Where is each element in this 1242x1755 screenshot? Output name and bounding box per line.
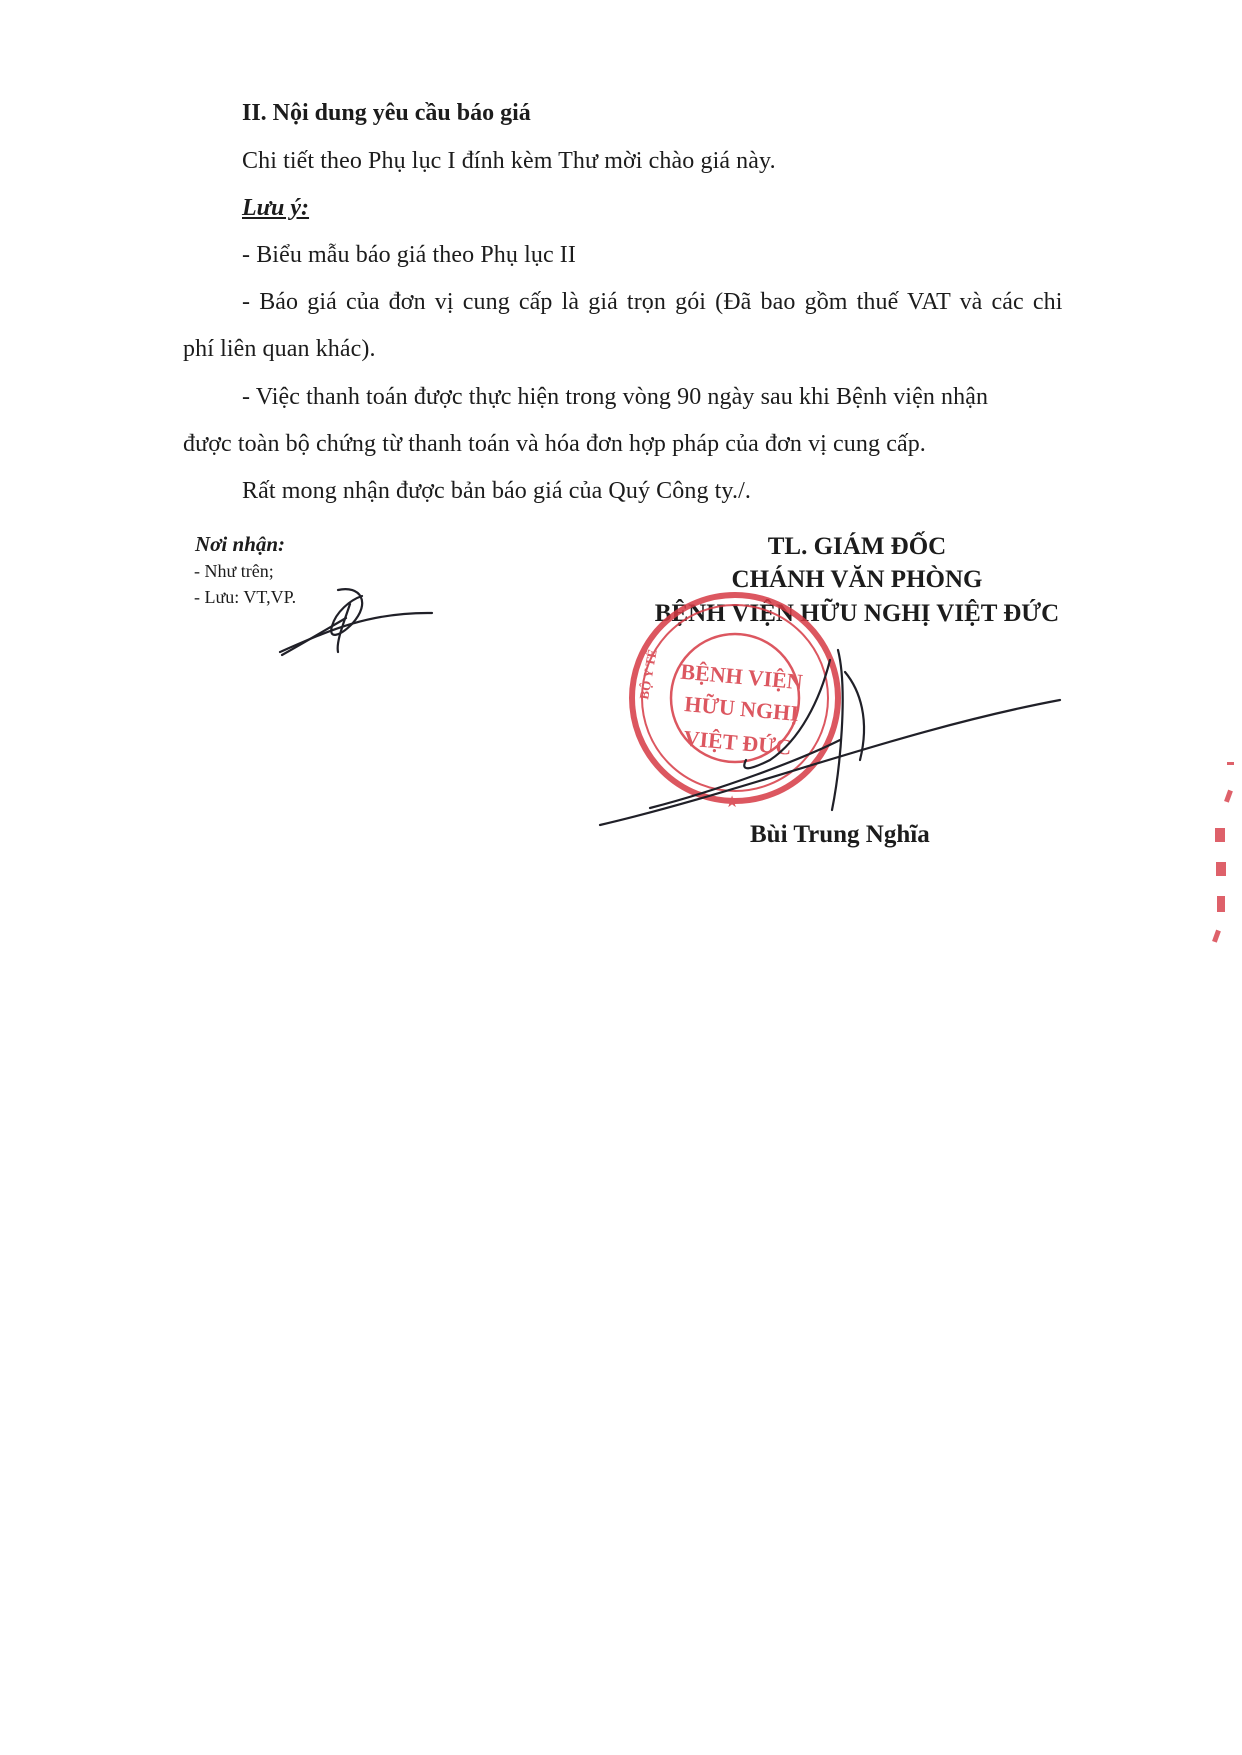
- signer-name: Bùi Trung Nghĩa: [750, 821, 930, 848]
- note-closing: Rất mong nhận được bản báo giá của Quý Công ty./.: [242, 478, 751, 504]
- note-item-3-line-2: được toàn bộ chứng từ thanh toán và hóa đơn hợp pháp của đơn vị cung cấp.: [183, 431, 926, 457]
- signature-line-1: TL. GIÁM ĐỐC: [767, 533, 947, 560]
- note-item-1: - Biểu mẫu báo giá theo Phụ lục II: [242, 242, 576, 268]
- recipient-item: - Như trên;: [194, 561, 274, 581]
- stamp-text-3: VIỆT ĐỨC: [682, 725, 793, 760]
- signature-line-3: BỆNH VIỆN HỮU NGHỊ VIỆT ĐỨC: [654, 600, 1060, 627]
- recipient-item: - Lưu: VT,VP.: [194, 587, 297, 607]
- stamp-text-2: HỮU NGHỊ: [683, 691, 800, 726]
- stamp-ring-text: BỘ Y TẾ: [636, 647, 660, 701]
- note-item-2-line-1: - Báo giá của đơn vị cung cấp là giá trọn gói (Đã bao gồm thuế VAT và các chi: [242, 289, 1063, 315]
- note-title: Lưu ý:: [242, 195, 310, 221]
- section-detail: Chi tiết theo Phụ lục I đính kèm Thư mời chào giá này.: [242, 148, 776, 174]
- recipients-title: Nơi nhận:: [195, 532, 286, 556]
- note-item-3-line-1: - Việc thanh toán được thực hiện trong vòng 90 ngày sau khi Bệnh viện nhận: [242, 384, 989, 410]
- note-item-2-line-2: phí liên quan khác).: [183, 336, 376, 362]
- stamp-text-1: BỆNH VIỆN: [679, 658, 804, 695]
- section-heading: II. Nội dung yêu cầu báo giá: [242, 100, 531, 126]
- signature-line-2: CHÁNH VĂN PHÒNG: [731, 566, 983, 593]
- edge-stamp-fragment: [1212, 762, 1234, 943]
- hospital-stamp: [632, 595, 838, 811]
- stamp-star-icon: ★: [724, 792, 740, 811]
- initials-signature: [280, 589, 432, 655]
